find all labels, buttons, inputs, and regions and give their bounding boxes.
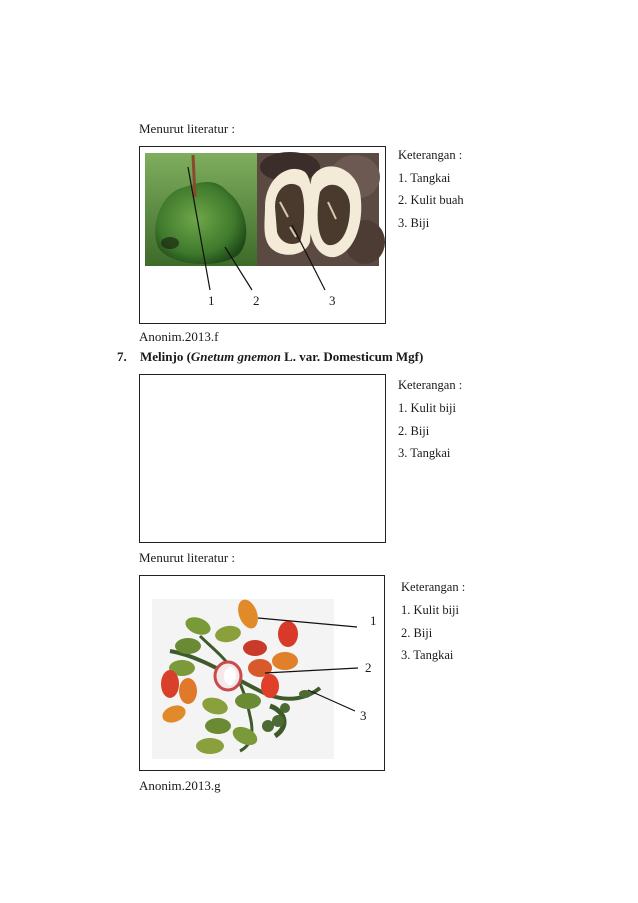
photo-label-2: 2: [365, 660, 372, 675]
heading-name: Melinjo (: [140, 349, 191, 364]
heading-latin: Gnetum gnemon: [190, 349, 281, 364]
legend-item: 3. Tangkai: [398, 446, 451, 460]
photo-label-1: 1: [208, 293, 215, 308]
literature-label-1: Menurut literatur :: [139, 121, 236, 136]
fruit-illustration-1: [140, 147, 387, 325]
legend-item: 1. Tangkai: [398, 171, 451, 185]
legend-title-1: Keterangan :: [398, 148, 463, 162]
legend-item: 3. Tangkai: [401, 648, 454, 662]
melinjo-illustration: [140, 576, 386, 772]
legend-item: 2. Biji: [398, 424, 430, 438]
photo-label-1: 1: [370, 613, 377, 628]
legend-item: 1. Kulit biji: [401, 603, 459, 617]
heading-rest: L. var. Domesticum Mgf): [280, 349, 424, 364]
photo-label-3: 3: [360, 708, 367, 723]
legend-item: 1. Kulit biji: [398, 401, 456, 415]
melinjo-photo-box: [139, 575, 385, 771]
heading-number: 7.: [117, 349, 127, 364]
legend-title-3: Keterangan :: [401, 580, 466, 594]
legend-title-2: Keterangan :: [398, 378, 463, 392]
source-3: Anonim.2013.g: [139, 778, 221, 793]
legend-item: 2. Kulit buah: [398, 193, 464, 207]
source-1: Anonim.2013.f: [139, 329, 219, 344]
legend-item: 3. Biji: [398, 216, 430, 230]
legend-item: 2. Biji: [401, 626, 433, 640]
literature-label-3: Menurut literatur :: [139, 550, 236, 565]
section-heading-7: [117, 349, 423, 365]
fruit-photo-box-1: [139, 146, 386, 324]
photo-label-2: 2: [253, 293, 260, 308]
photo-label-3: 3: [329, 293, 336, 308]
empty-photo-box-2: [139, 374, 386, 543]
